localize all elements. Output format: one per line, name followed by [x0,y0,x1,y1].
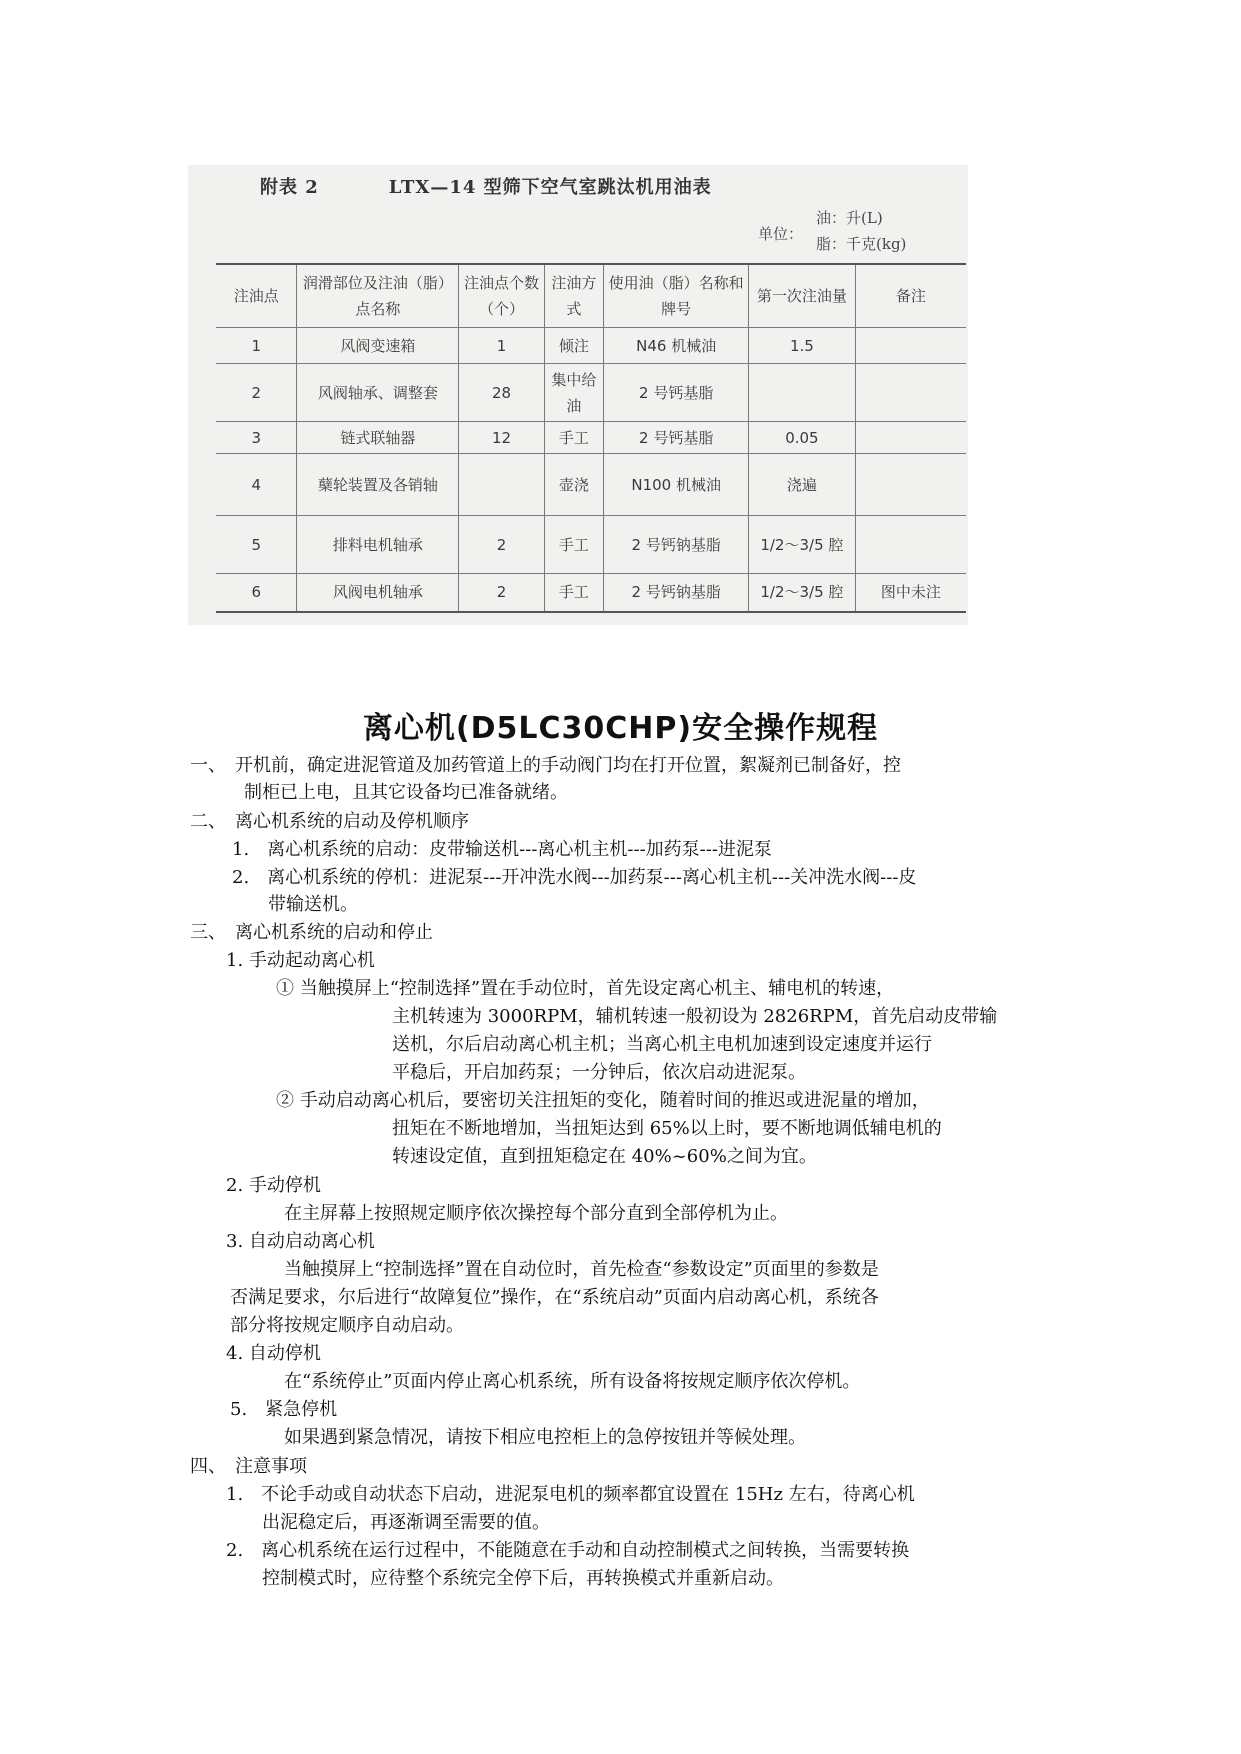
table-cell: 蘖轮装置及各销轴 [297,454,459,516]
col-header: 第一次注油量 [749,264,856,328]
col-header: 润滑部位及注油（脂）点名称 [297,264,459,328]
table-cell: 2 [216,364,297,422]
table-cell: 2 号钙基脂 [604,422,749,454]
table-cell [855,516,966,574]
oil-table-scan [188,165,968,625]
doc-line: 送机，尔后启动离心机主机；当离心机主电机加速到设定速度并运行 [392,1034,932,1055]
table-cell: 2 号钙基脂 [604,364,749,422]
table-cell: 12 [459,422,544,454]
table-cell: 手工 [544,516,604,574]
oil-usage-table [216,263,966,613]
table-cell [749,364,856,422]
doc-line: 控制模式时，应待整个系统完全停下后，再转换模式并重新启动。 [262,1568,784,1589]
col-header: 使用油（脂）名称和牌号 [604,264,749,328]
table-row [216,574,966,612]
unit-label: 单位： [758,225,804,243]
doc-line: 2. 手动停机 [226,1175,321,1196]
table-cell [855,328,966,364]
table-cell: 2 号钙钠基脂 [604,516,749,574]
table-cell: 风阀变速箱 [297,328,459,364]
table-cell: N46 机械油 [604,328,749,364]
table-cell: 手工 [544,422,604,454]
doc-line: 3. 自动启动离心机 [226,1231,375,1252]
table-cell: 手工 [544,574,604,612]
doc-line: 部分将按规定顺序自动启动。 [230,1315,464,1336]
doc-line: 在主屏幕上按照规定顺序依次操控每个部分直到全部停机为止。 [284,1203,788,1224]
table-cell: 5 [216,516,297,574]
table-cell [855,454,966,516]
doc-line: 转速设定值，直到扭矩稳定在 40%~60%之间为宜。 [392,1146,817,1167]
doc-line: 2. 离心机系统的停机：进泥泵---开冲洗水阀---加药泵---离心机主机---关冲洗水阀---皮 [232,867,917,888]
doc-line: 当触摸屏上“控制选择”置在自动位时，首先检查“参数设定”页面里的参数是 [284,1259,879,1280]
unit-grease: 脂：千克(kg) [816,235,907,253]
table-row [216,516,966,574]
doc-line: ② 手动启动离心机后，要密切关注扭矩的变化，随着时间的推迟或进泥量的增加， [276,1090,930,1111]
table-cell: 1/2～3/5 腔 [749,574,856,612]
table-cell: 浇遍 [749,454,856,516]
table-cell: 1.5 [749,328,856,364]
table-cell: 集中给油 [544,364,604,422]
table-row [216,364,966,422]
table-caption [260,173,712,199]
doc-line: ① 当触摸屏上“控制选择”置在手动位时，首先设定离心机主、辅电机的转速， [276,978,895,999]
table-cell: 1/2～3/5 腔 [749,516,856,574]
table-cell: N100 机械油 [604,454,749,516]
table-cell: 1 [216,328,297,364]
doc-line: 1. 不论手动或自动状态下启动，进泥泵电机的频率都宜设置在 15Hz 左右，待离心机 [226,1484,915,1505]
table-cell: 28 [459,364,544,422]
doc-line: 制柜已上电，且其它设备均已准备就绪。 [244,782,568,803]
table-cell [855,422,966,454]
document-title: 离心机(D5LC30CHP)安全操作规程 [362,711,879,746]
table-header-row [216,264,966,328]
table-cell: 2 [459,574,544,612]
table-cell: 倾注 [544,328,604,364]
table-cell: 2 [459,516,544,574]
col-header: 备注 [855,264,966,328]
doc-line: 1. 离心机系统的启动：皮带输送机---离心机主机---加药泵---进泥泵 [232,839,772,860]
table-cell: 3 [216,422,297,454]
doc-line: 带输送机。 [268,894,358,915]
doc-line: 扭矩在不断地增加，当扭矩达到 65%以上时，要不断地调低辅电机的 [392,1118,942,1139]
table-cell [459,454,544,516]
doc-line: 四、 注意事项 [190,1456,307,1477]
col-header: 注油点个数（个） [459,264,544,328]
col-header: 注油点 [216,264,297,328]
doc-line: 如果遇到紧急情况，请按下相应电控柜上的急停按钮并等候处理。 [284,1427,806,1448]
unit-oil: 油：升(L) [816,209,883,227]
table-cell: 0.05 [749,422,856,454]
table-cell: 1 [459,328,544,364]
doc-line: 二、 离心机系统的启动及停机顺序 [190,811,469,832]
col-header: 注油方式 [544,264,604,328]
table-cell: 图中未注 [855,574,966,612]
table-cell [855,364,966,422]
table-row [216,328,966,364]
doc-line: 平稳后，开启加药泵；一分钟后，依次启动进泥泵。 [392,1062,806,1083]
doc-line: 主机转速为 3000RPM，辅机转速一般初设为 2826RPM，首先启动皮带输 [392,1006,998,1027]
table-row [216,454,966,516]
doc-line: 4. 自动停机 [226,1343,321,1364]
doc-line: 5. 紧急停机 [230,1399,338,1420]
table-cell: 6 [216,574,297,612]
table-cell: 风阀轴承、调整套 [297,364,459,422]
table-cell: 风阀电机轴承 [297,574,459,612]
table-cell: 链式联轴器 [297,422,459,454]
doc-line: 一、 开机前，确定进泥管道及加药管道上的手动阀门均在打开位置，絮凝剂已制备好，控 [190,755,901,776]
table-cell: 4 [216,454,297,516]
doc-line: 三、 离心机系统的启动和停止 [190,922,433,943]
table-cell: 排料电机轴承 [297,516,459,574]
table-caption-label: 附表 2 [260,177,319,198]
doc-line: 2. 离心机系统在运行过程中，不能随意在手动和自动控制模式之间转换，当需要转换 [226,1540,910,1561]
table-row [216,422,966,454]
doc-line: 在“系统停止”页面内停止离心机系统，所有设备将按规定顺序依次停机。 [284,1371,861,1392]
table-cell: 壶浇 [544,454,604,516]
doc-line: 否满足要求，尔后进行“故障复位”操作，在“系统启动”页面内启动离心机，系统各 [230,1287,879,1308]
table-caption-title: LTX—14 型筛下空气室跳汰机用油表 [388,177,712,198]
doc-line: 1. 手动起动离心机 [226,950,375,971]
doc-line: 出泥稳定后，再逐渐调至需要的值。 [262,1512,550,1533]
table-cell: 2 号钙钠基脂 [604,574,749,612]
